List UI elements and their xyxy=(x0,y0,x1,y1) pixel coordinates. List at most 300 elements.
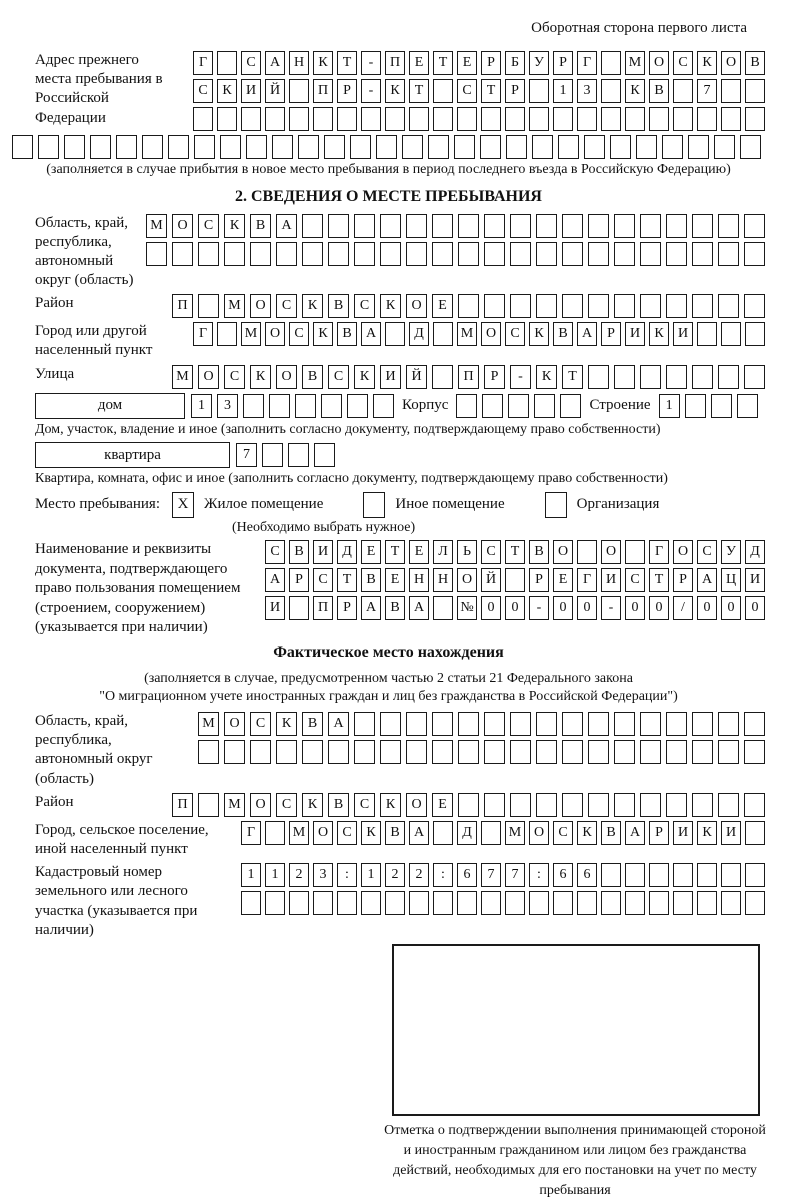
char-cell xyxy=(610,135,631,159)
char-cell: О xyxy=(250,294,271,318)
char-cell: Г xyxy=(193,322,213,346)
char-cell xyxy=(432,712,453,736)
char-cell xyxy=(458,740,479,764)
char-cell: П xyxy=(172,294,193,318)
char-cell: А xyxy=(328,712,349,736)
fact-location-block xyxy=(12,712,765,940)
char-cell: Р xyxy=(553,51,573,75)
oblast-row-2 xyxy=(146,242,765,266)
char-cell: У xyxy=(529,51,549,75)
char-cell xyxy=(454,135,475,159)
char-cell: - xyxy=(601,596,621,620)
char-cell: О xyxy=(553,540,573,564)
char-cell xyxy=(640,242,661,266)
char-cell xyxy=(313,107,333,131)
char-cell xyxy=(697,891,717,915)
char-cell xyxy=(276,740,297,764)
char-cell: А xyxy=(265,51,285,75)
char-cell xyxy=(536,793,557,817)
char-cell: Т xyxy=(385,540,405,564)
char-cell xyxy=(506,135,527,159)
char-cell: : xyxy=(529,863,549,887)
char-cell xyxy=(406,740,427,764)
char-cell: 1 xyxy=(191,394,212,418)
char-cell xyxy=(718,242,739,266)
char-cell xyxy=(666,242,687,266)
char-cell: А xyxy=(361,596,381,620)
char-cell xyxy=(697,863,717,887)
char-cell: 6 xyxy=(457,863,477,887)
char-cell: Г xyxy=(577,51,597,75)
char-cell xyxy=(625,540,645,564)
char-cell xyxy=(433,79,453,103)
char-cell xyxy=(692,214,713,238)
char-cell xyxy=(505,891,525,915)
char-cell xyxy=(482,394,503,418)
char-cell xyxy=(562,294,583,318)
char-cell: О xyxy=(673,540,693,564)
char-cell xyxy=(428,135,449,159)
stamp-caption: Отметка о подтверждении выполнения принимающей стороной и иностранным гражданином или лицом без гражданства действий, необходимых для его постановки на учет по месту пребывания xyxy=(384,1122,766,1198)
char-cell: С xyxy=(354,294,375,318)
char-cell xyxy=(625,863,645,887)
char-cell xyxy=(721,322,741,346)
char-cell xyxy=(354,242,375,266)
char-cell xyxy=(536,712,557,736)
char-cell: К xyxy=(302,793,323,817)
char-cell xyxy=(64,135,85,159)
prev-address-block xyxy=(12,51,765,179)
char-cell xyxy=(246,135,267,159)
char-cell xyxy=(321,394,342,418)
char-cell: И xyxy=(625,322,645,346)
char-cell: Е xyxy=(553,568,573,592)
char-cell: 1 xyxy=(659,394,680,418)
char-cell: М xyxy=(241,322,261,346)
char-cell xyxy=(505,568,525,592)
char-cell xyxy=(584,135,605,159)
char-cell: О xyxy=(224,712,245,736)
char-cell xyxy=(337,107,357,131)
char-cell: Н xyxy=(409,568,429,592)
char-cell xyxy=(625,107,645,131)
char-cell xyxy=(328,242,349,266)
char-cell xyxy=(649,107,669,131)
place-type-label: Место пребывания: xyxy=(35,496,160,513)
char-cell: : xyxy=(337,863,357,887)
char-cell xyxy=(510,712,531,736)
char-cell xyxy=(562,214,583,238)
char-cell: 7 xyxy=(697,79,717,103)
char-cell: К xyxy=(380,793,401,817)
char-cell: С xyxy=(553,821,573,845)
char-cell: 0 xyxy=(553,596,573,620)
char-cell: А xyxy=(409,596,429,620)
char-cell: К xyxy=(380,294,401,318)
char-cell: И xyxy=(380,365,401,389)
char-cell: Т xyxy=(433,51,453,75)
char-cell: К xyxy=(250,365,271,389)
char-cell xyxy=(480,135,501,159)
char-cell: О xyxy=(649,51,669,75)
char-cell xyxy=(224,242,245,266)
char-cell: А xyxy=(577,322,597,346)
char-cell: С xyxy=(697,540,717,564)
char-cell xyxy=(302,242,323,266)
char-cell: М xyxy=(505,821,525,845)
char-cell: П xyxy=(172,793,193,817)
char-cell xyxy=(484,712,505,736)
char-cell: Г xyxy=(577,568,597,592)
oblast-row-1 xyxy=(146,214,765,238)
char-cell: О xyxy=(601,540,621,564)
char-cell xyxy=(588,242,609,266)
char-cell: Н xyxy=(433,568,453,592)
char-cell xyxy=(146,242,167,266)
char-cell: К xyxy=(577,821,597,845)
char-cell xyxy=(666,214,687,238)
char-cell: В xyxy=(250,214,271,238)
char-cell xyxy=(625,891,645,915)
char-cell: 1 xyxy=(241,863,261,887)
char-cell xyxy=(740,135,761,159)
fact-city-row xyxy=(241,821,765,845)
char-cell: 7 xyxy=(481,863,501,887)
char-cell: Р xyxy=(673,568,693,592)
char-cell: К xyxy=(536,365,557,389)
inoe-checkbox xyxy=(363,492,385,518)
char-cell: В xyxy=(601,821,621,845)
char-cell xyxy=(289,596,309,620)
char-cell: В xyxy=(385,821,405,845)
char-cell xyxy=(536,294,557,318)
char-cell xyxy=(90,135,111,159)
char-cell: Р xyxy=(337,79,357,103)
char-cell: О xyxy=(250,793,271,817)
char-cell: С xyxy=(354,793,375,817)
char-cell xyxy=(721,863,741,887)
char-cell: С xyxy=(457,79,477,103)
char-cell: Е xyxy=(432,294,453,318)
char-cell xyxy=(614,365,635,389)
char-cell: 0 xyxy=(745,596,765,620)
char-cell: К xyxy=(224,214,245,238)
char-cell xyxy=(510,294,531,318)
char-cell xyxy=(601,891,621,915)
char-cell: В xyxy=(529,540,549,564)
char-cell xyxy=(380,712,401,736)
char-cell xyxy=(324,135,345,159)
char-cell xyxy=(510,242,531,266)
char-cell: : xyxy=(433,863,453,887)
char-cell: К xyxy=(625,79,645,103)
char-cell: Т xyxy=(409,79,429,103)
char-cell xyxy=(721,891,741,915)
char-cell xyxy=(649,891,669,915)
char-cell: 0 xyxy=(577,596,597,620)
char-cell xyxy=(662,135,683,159)
prev-address-row-2 xyxy=(193,79,765,103)
char-cell xyxy=(262,443,283,467)
char-cell: Г xyxy=(649,540,669,564)
char-cell xyxy=(553,891,573,915)
char-cell xyxy=(265,891,285,915)
cadastre-row-1 xyxy=(241,863,765,887)
char-cell: И xyxy=(265,596,285,620)
char-cell xyxy=(673,891,693,915)
char-cell xyxy=(484,294,505,318)
char-cell xyxy=(406,214,427,238)
char-cell xyxy=(614,214,635,238)
char-cell xyxy=(666,294,687,318)
char-cell: Р xyxy=(529,568,549,592)
char-cell xyxy=(373,394,394,418)
char-cell xyxy=(510,214,531,238)
section-2-title: 2. СВЕДЕНИЯ О МЕСТЕ ПРЕБЫВАНИЯ xyxy=(235,187,542,205)
char-cell: 7 xyxy=(505,863,525,887)
char-cell: А xyxy=(361,322,381,346)
char-cell: Т xyxy=(649,568,669,592)
flat-type-box: квартира xyxy=(35,442,230,468)
raion-row xyxy=(172,294,765,318)
char-cell xyxy=(588,365,609,389)
option-inoe xyxy=(363,492,504,518)
char-cell xyxy=(380,242,401,266)
char-cell xyxy=(250,740,271,764)
char-cell xyxy=(744,793,765,817)
char-cell: Р xyxy=(649,821,669,845)
char-cell: И xyxy=(673,322,693,346)
stroenie-cells xyxy=(659,394,758,418)
prev-address-caption: (заполняется в случае прибытия в новое место пребывания в период последнего въезда в Российскую Федерацию) xyxy=(46,162,731,177)
char-cell xyxy=(241,107,261,131)
char-cell: К xyxy=(529,322,549,346)
prev-address-row-3 xyxy=(193,107,765,131)
char-cell xyxy=(243,394,264,418)
char-cell xyxy=(529,891,549,915)
char-cell: 6 xyxy=(577,863,597,887)
char-cell: 0 xyxy=(481,596,501,620)
char-cell: С xyxy=(250,712,271,736)
char-cell xyxy=(614,793,635,817)
char-cell xyxy=(636,135,657,159)
char-cell: М xyxy=(625,51,645,75)
char-cell: В xyxy=(385,596,405,620)
char-cell: В xyxy=(361,568,381,592)
char-cell xyxy=(744,242,765,266)
char-cell xyxy=(432,740,453,764)
char-cell: У xyxy=(721,540,741,564)
char-cell: 3 xyxy=(313,863,333,887)
char-cell xyxy=(298,135,319,159)
char-cell: 3 xyxy=(577,79,597,103)
char-cell xyxy=(536,242,557,266)
char-cell: А xyxy=(697,568,717,592)
char-cell xyxy=(313,891,333,915)
char-cell: Г xyxy=(241,821,261,845)
char-cell xyxy=(562,740,583,764)
char-cell xyxy=(510,740,531,764)
char-cell: Г xyxy=(193,51,213,75)
char-cell: И xyxy=(601,568,621,592)
char-cell xyxy=(614,242,635,266)
char-cell: С xyxy=(505,322,525,346)
char-cell: № xyxy=(457,596,477,620)
char-cell: С xyxy=(625,568,645,592)
char-cell: И xyxy=(673,821,693,845)
char-cell xyxy=(588,793,609,817)
char-cell: К xyxy=(385,79,405,103)
char-cell xyxy=(458,712,479,736)
char-cell xyxy=(458,242,479,266)
char-cell: В xyxy=(337,322,357,346)
char-cell xyxy=(505,107,525,131)
char-cell xyxy=(224,740,245,764)
char-cell xyxy=(601,79,621,103)
char-cell xyxy=(217,51,237,75)
char-cell xyxy=(481,891,501,915)
char-cell xyxy=(193,107,213,131)
char-cell: 2 xyxy=(409,863,429,887)
char-cell: Т xyxy=(337,568,357,592)
char-cell: - xyxy=(510,365,531,389)
char-cell: К xyxy=(313,322,333,346)
place-type-note: (Необходимо выбрать нужное) xyxy=(232,519,416,535)
char-cell: О xyxy=(721,51,741,75)
char-cell xyxy=(588,712,609,736)
char-cell xyxy=(577,107,597,131)
char-cell: 0 xyxy=(625,596,645,620)
char-cell: М xyxy=(457,322,477,346)
char-cell xyxy=(562,793,583,817)
char-cell xyxy=(745,891,765,915)
char-cell: Р xyxy=(337,596,357,620)
char-cell: Р xyxy=(484,365,505,389)
char-cell: К xyxy=(697,821,717,845)
char-cell xyxy=(289,79,309,103)
char-cell: 1 xyxy=(361,863,381,887)
char-cell xyxy=(198,793,219,817)
char-cell: Ь xyxy=(457,540,477,564)
char-cell xyxy=(614,294,635,318)
char-cell xyxy=(354,214,375,238)
char-cell: В xyxy=(745,51,765,75)
char-cell: О xyxy=(529,821,549,845)
char-cell: И xyxy=(745,568,765,592)
char-cell xyxy=(458,793,479,817)
char-cell xyxy=(385,891,405,915)
char-cell xyxy=(116,135,137,159)
char-cell xyxy=(721,79,741,103)
fact-raion-label: Район xyxy=(35,793,74,810)
char-cell: К xyxy=(361,821,381,845)
char-cell: 1 xyxy=(265,863,285,887)
char-cell: В xyxy=(328,294,349,318)
place-type-row xyxy=(35,492,765,518)
char-cell xyxy=(361,107,381,131)
char-cell: С xyxy=(198,214,219,238)
char-cell xyxy=(433,891,453,915)
char-cell xyxy=(350,135,371,159)
char-cell xyxy=(409,107,429,131)
char-cell: Д xyxy=(409,322,429,346)
document-row-2 xyxy=(265,568,765,592)
char-cell xyxy=(711,394,732,418)
char-cell xyxy=(744,740,765,764)
char-cell xyxy=(385,107,405,131)
organizaciya-label: Организация xyxy=(576,496,660,513)
fact-location-caption xyxy=(12,670,765,706)
char-cell xyxy=(536,214,557,238)
char-cell: Е xyxy=(409,540,429,564)
document-row-3 xyxy=(265,596,765,620)
char-cell: Д xyxy=(337,540,357,564)
char-cell xyxy=(601,51,621,75)
char-cell xyxy=(666,793,687,817)
char-cell: С xyxy=(289,322,309,346)
char-cell xyxy=(745,821,765,845)
char-cell xyxy=(194,135,215,159)
char-cell xyxy=(347,394,368,418)
zhiloe-checkbox: X xyxy=(172,492,194,518)
char-cell xyxy=(12,135,33,159)
char-cell: / xyxy=(673,596,693,620)
char-cell xyxy=(265,107,285,131)
char-cell xyxy=(458,214,479,238)
char-cell xyxy=(510,793,531,817)
char-cell: Б xyxy=(505,51,525,75)
char-cell xyxy=(685,394,706,418)
char-cell xyxy=(614,740,635,764)
char-cell: Е xyxy=(432,793,453,817)
char-cell xyxy=(692,365,713,389)
char-cell xyxy=(718,365,739,389)
char-cell xyxy=(692,242,713,266)
char-cell: С xyxy=(481,540,501,564)
char-cell xyxy=(640,214,661,238)
char-cell xyxy=(692,793,713,817)
char-cell: Д xyxy=(745,540,765,564)
char-cell xyxy=(302,740,323,764)
char-cell: К xyxy=(354,365,375,389)
char-cell xyxy=(745,79,765,103)
char-cell: М xyxy=(146,214,167,238)
stroenie-label: Строение xyxy=(589,397,651,414)
char-cell: Р xyxy=(505,79,525,103)
char-cell: В xyxy=(289,540,309,564)
fact-caption-line-1: (заполняется в случае, предусмотренном частью 2 статьи 21 Федерального закона xyxy=(144,670,633,686)
cadastre-label: Кадастровый номер земельного или лесного участка (указывается при наличии) xyxy=(35,864,198,938)
char-cell: Р xyxy=(289,568,309,592)
char-cell xyxy=(588,294,609,318)
char-cell: М xyxy=(289,821,309,845)
zhiloe-label: Жилое помещение xyxy=(204,496,324,513)
char-cell xyxy=(38,135,59,159)
char-cell xyxy=(744,365,765,389)
char-cell xyxy=(380,740,401,764)
char-cell: В xyxy=(328,793,349,817)
char-cell: 0 xyxy=(505,596,525,620)
char-cell: 2 xyxy=(385,863,405,887)
char-cell xyxy=(385,322,405,346)
char-cell: Е xyxy=(457,51,477,75)
char-cell xyxy=(673,863,693,887)
char-cell xyxy=(456,394,477,418)
char-cell xyxy=(289,891,309,915)
char-cell: Й xyxy=(481,568,501,592)
char-cell: А xyxy=(409,821,429,845)
char-cell xyxy=(314,443,335,467)
